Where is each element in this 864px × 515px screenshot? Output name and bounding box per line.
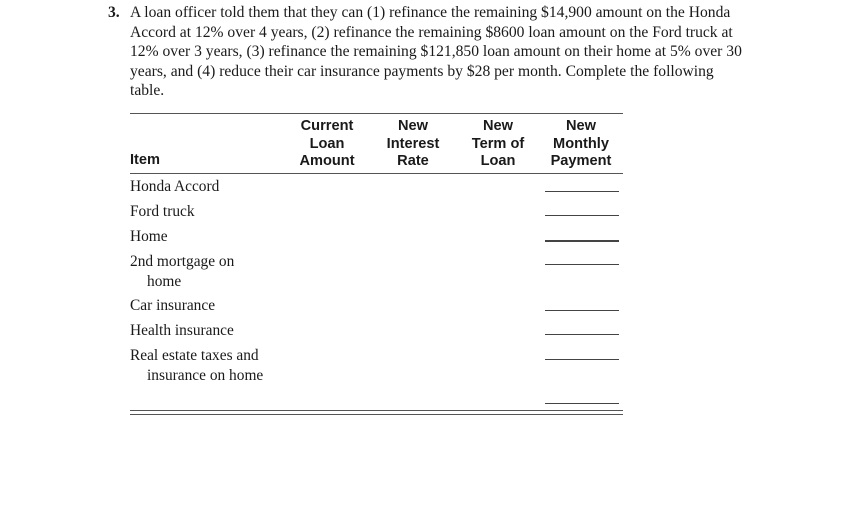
payment-blank-health-insurance[interactable] (545, 334, 619, 335)
payment-blank-home[interactable] (545, 240, 619, 242)
row-2nd-mortgage: 2nd mortgage on home (130, 253, 235, 290)
row-home: Home (130, 228, 168, 245)
table-bottom-rule-2 (130, 414, 623, 415)
problem-number: 3. (108, 4, 120, 21)
header-item: Item (130, 152, 161, 168)
header-new-interest-rate: New Interest Rate (386, 118, 440, 169)
row-honda-accord: Honda Accord (130, 178, 220, 195)
problem-text: A loan officer told them that they can (1) refinance the remaining $14,900 amount on the Honda Accord at 12% over 4 years, (2) refinance the remaining $8600 loan amount on the Ford truck at 12% over 3 years, (3) refinance the remaining $121,850 loan amount on their home at 5% over 30 years, and (4) reduce their car insurance payments by $28 per month. Complete the following table. (130, 4, 742, 99)
table-header-rule (130, 173, 623, 174)
payment-blank-real-estate-taxes[interactable] (545, 359, 619, 360)
header-new-term-of-loan: New Term of Loan (471, 118, 525, 169)
payment-blank-car-insurance[interactable] (545, 310, 619, 311)
payment-blank-honda-accord[interactable] (545, 191, 619, 192)
table-bottom-rule (130, 410, 623, 411)
payment-blank-ford-truck[interactable] (545, 215, 619, 216)
payment-blank-2nd-mortgage[interactable] (545, 264, 619, 265)
header-current-loan-amount: Current Loan Amount (299, 118, 355, 169)
row-ford-truck: Ford truck (130, 203, 195, 220)
payment-blank-total[interactable] (545, 403, 619, 404)
header-new-monthly-payment: New Monthly Payment (550, 118, 612, 169)
row-car-insurance: Car insurance (130, 297, 216, 314)
row-real-estate-taxes: Real estate taxes and insurance on home (130, 347, 264, 384)
table-top-rule (130, 113, 623, 114)
row-health-insurance: Health insurance (130, 322, 234, 339)
